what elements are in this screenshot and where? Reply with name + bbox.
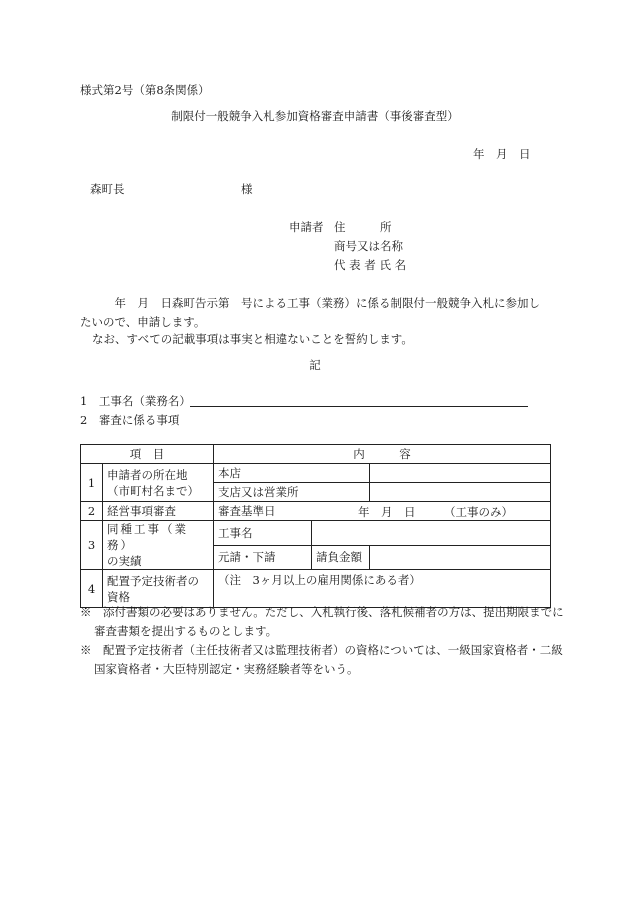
content-cell: 本店 (214, 464, 370, 483)
content-cell: （注 3ヶ月以上の雇用関係にある者） (214, 570, 551, 608)
row-number: 3 (81, 521, 103, 570)
ki-heading: 記 (309, 358, 321, 372)
item-line: の実績 (107, 554, 142, 568)
representative-label: 代 表 者 氏 名 (334, 258, 407, 272)
row-number: 4 (81, 570, 103, 608)
row-number: 1 (81, 464, 103, 502)
table-header-row (81, 445, 551, 464)
header-content: 内 容 (214, 445, 551, 464)
address-label: 住 所 (334, 220, 392, 234)
row-number: 2 (81, 502, 103, 521)
honorific: 様 (241, 182, 253, 196)
item-line: 同種工事（業務） (107, 522, 188, 552)
content-blank (370, 545, 551, 570)
content-cell: 工事名 (214, 521, 312, 546)
item2-label: 2 審査に係る事項 (80, 413, 180, 427)
item-line: 申請者の所在地 (107, 467, 188, 482)
row-item: 経営事項審査 (103, 502, 214, 521)
addressee: 森町長 (90, 182, 125, 196)
review-note: （工事のみ） (444, 505, 513, 519)
row-item (103, 464, 214, 502)
content-cell (214, 502, 551, 521)
content-cell: 請負金額 (312, 545, 370, 570)
content-cell: 支店又は営業所 (214, 483, 370, 502)
form-number: 様式第2号（第8条関係） (80, 83, 210, 97)
date-line: 年 月 日 (473, 147, 531, 161)
row-item (103, 521, 214, 570)
body-paragraph: 年 月 日森町告示第 号による工事（業務）に係る制限付一般競争入札に参加したいので、申請します。 (80, 296, 540, 329)
content-cell: 元請・下請 (214, 545, 312, 570)
content-blank (370, 483, 551, 502)
content-blank (370, 464, 551, 483)
table-row (81, 570, 551, 608)
item-line: 配置予定技術者の (107, 573, 199, 588)
project-name-line (190, 406, 528, 407)
applicant-label: 申請者 (289, 220, 324, 234)
note-attachments: ※ 添付書類の必要はありません。ただし、入札執行後、落札候補者の方は、提出期限までに審査書類を提出するものとします。 (80, 605, 564, 638)
header-item: 項 目 (81, 445, 214, 464)
row-item (103, 570, 214, 608)
pledge-text: なお、すべての記載事項は事実と相違ないことを誓約します。 (92, 332, 413, 346)
table-row (81, 502, 551, 521)
table-row (81, 464, 551, 483)
review-date-label: 審査基準日 (218, 504, 276, 518)
item-line: （市町村名まで） (107, 483, 199, 498)
content-blank (312, 521, 551, 546)
document-title: 制限付一般競争入札参加資格審査申請書（事後審査型） (171, 109, 459, 123)
item1-label: 1 工事名（業務名） (80, 394, 191, 408)
item-line: 資格 (107, 589, 130, 604)
review-items-table (80, 444, 551, 608)
review-date: 年 月 日 (358, 505, 416, 519)
note-engineer-qualification: ※ 配置予定技術者（主任技術者又は監理技術者）の資格については、一級国家資格者・二級国家資格者・大臣特別認定・実務経験者等をいう。 (80, 643, 563, 676)
company-name-label: 商号又は名称 (334, 239, 403, 253)
table-row (81, 521, 551, 546)
